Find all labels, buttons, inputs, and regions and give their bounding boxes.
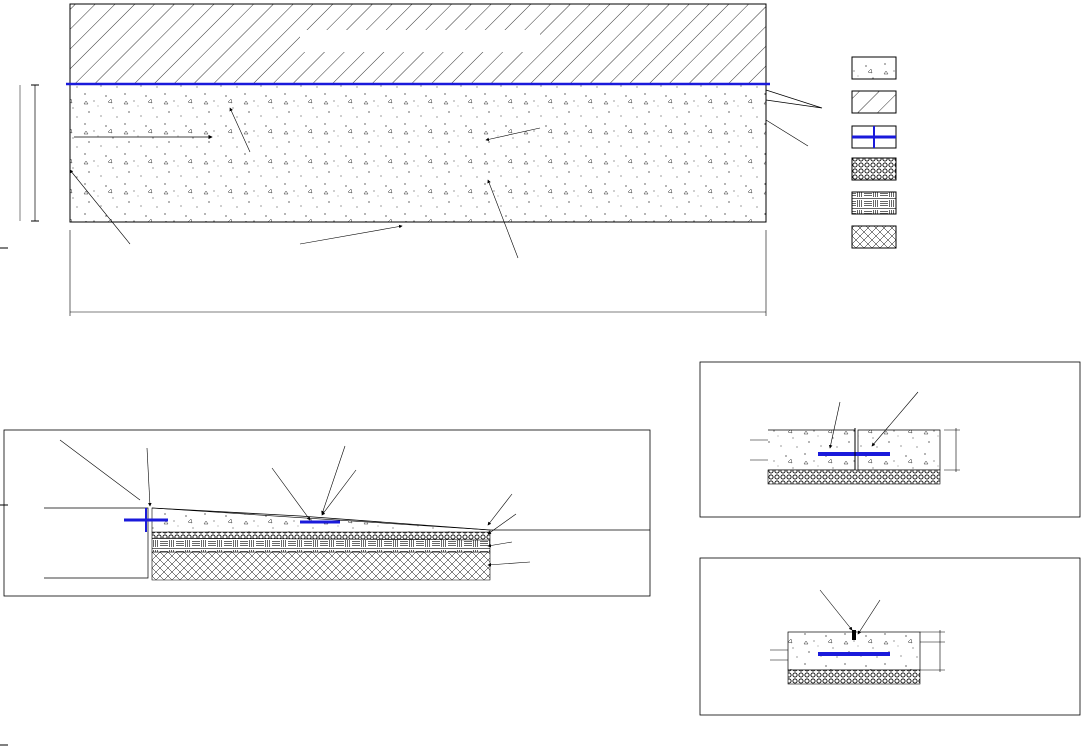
- cj-right-slab: [858, 430, 940, 470]
- hatch-swatch: [852, 91, 896, 113]
- leader-right-edge: [766, 120, 808, 146]
- section-native-soil: [152, 552, 490, 580]
- construction-joint-detail: [700, 362, 1080, 517]
- native-soil-swatch: [852, 226, 896, 248]
- cj-aggregate: [768, 470, 940, 484]
- aggregate-swatch: [852, 158, 896, 180]
- cj-left-slab: [768, 430, 855, 470]
- subgrade-swatch: [852, 192, 896, 214]
- leader-top-right: [766, 90, 822, 108]
- hangar-label-bg: [300, 30, 540, 52]
- control-joint-detail: [700, 558, 1080, 715]
- concrete-swatch: [852, 57, 896, 79]
- section-subgrade: [152, 538, 490, 552]
- section-concrete: [152, 508, 490, 532]
- ctrl-saw-cut: [852, 630, 856, 640]
- ctrl-aggregate: [788, 670, 920, 684]
- concrete-apron: [70, 84, 766, 222]
- typical-section: [4, 430, 650, 596]
- plan-view: [20, 4, 822, 316]
- legend-swatches: [852, 57, 896, 248]
- leader-sawcut-edges-b: [300, 226, 402, 244]
